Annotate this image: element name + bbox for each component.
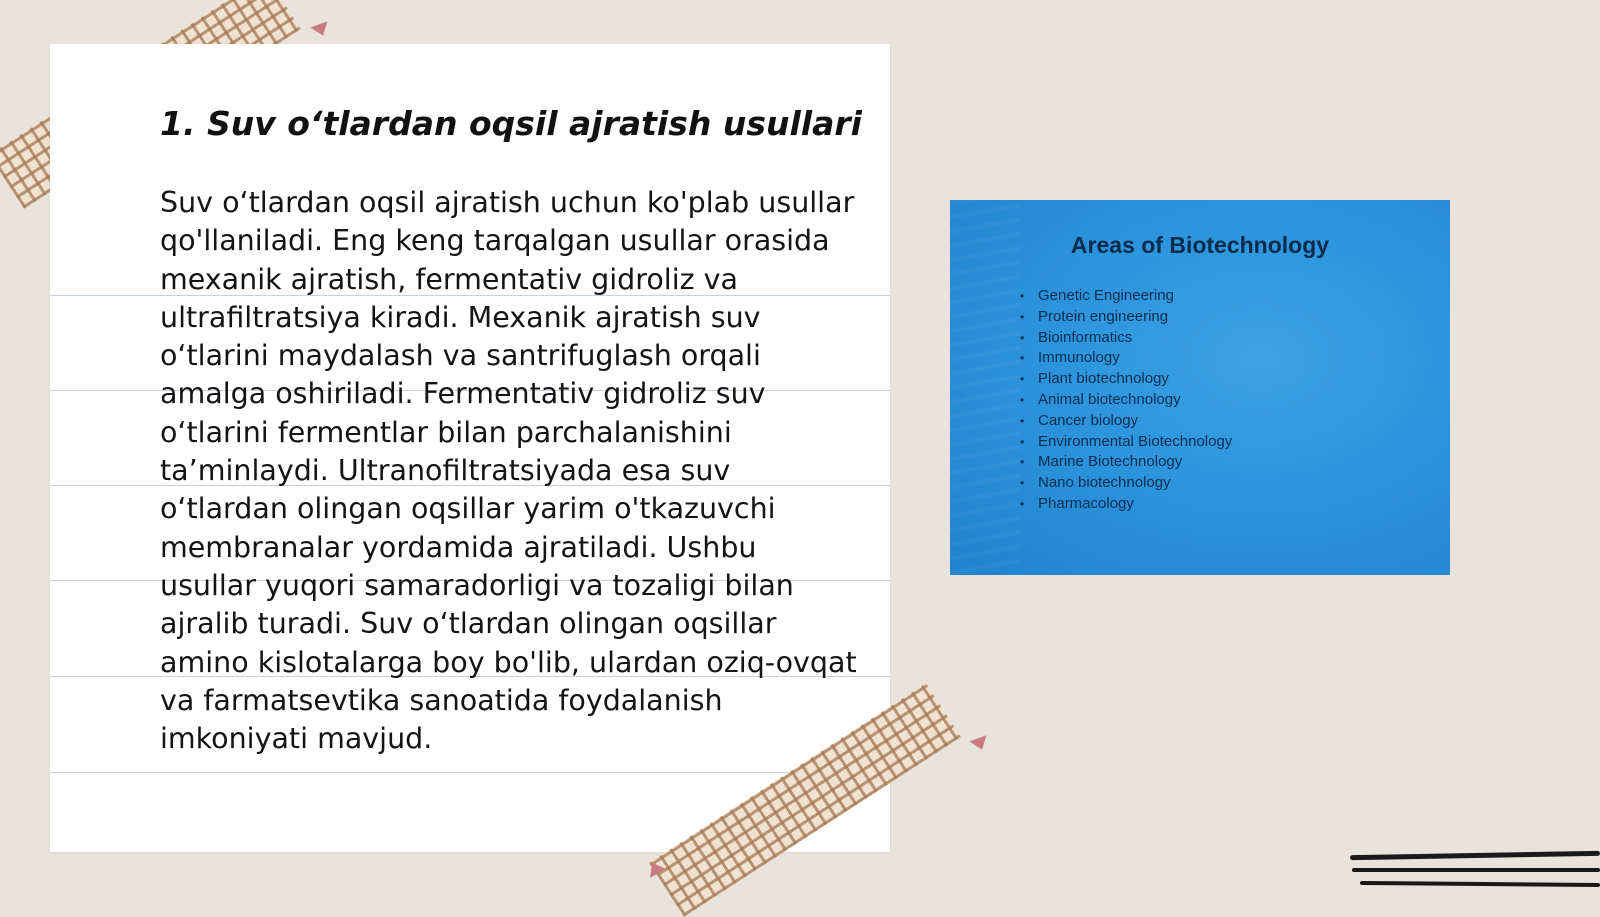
image-list <box>1038 286 1232 515</box>
image-title: Areas of Biotechnology <box>1070 232 1330 258</box>
image-list-item: • Genetic Engineering <box>1038 286 1232 307</box>
tape-pin-icon <box>310 21 331 38</box>
image-list-item: • Plant biotechnology <box>1038 369 1232 390</box>
image-list-item: • Nano biotechnology <box>1038 473 1232 494</box>
image-list-item: • Cancer biology <box>1038 411 1232 432</box>
image-list-item: • Protein engineering <box>1038 307 1232 328</box>
image-list-item: • Immunology <box>1038 348 1232 369</box>
image-list-item: • Animal biotechnology <box>1038 390 1232 411</box>
image-list-item: • Environmental Biotechnology <box>1038 432 1232 453</box>
image-list-item: • Pharmacology <box>1038 494 1232 515</box>
decorative-stroke <box>1350 851 1600 860</box>
image-list-item: • Bioinformatics <box>1038 328 1232 349</box>
lined-paper-card <box>50 44 890 852</box>
biotechnology-image <box>950 200 1450 575</box>
slide-title: 1. Suv o‘tlardan oqsil ajratish usullari <box>160 104 862 143</box>
decorative-stroke <box>1352 868 1600 872</box>
decorative-stroke <box>1360 881 1600 887</box>
tape-pin-icon <box>969 735 990 752</box>
image-list-item: • Marine Biotechnology <box>1038 452 1232 473</box>
paper-rule-line <box>50 772 890 773</box>
slide-body-text: Suv o‘tlardan oqsil ajratish uchun ko'plab usullar qo'llaniladi. Eng keng tarqalgan usullar orasida mexanik ajratish, fermentativ gidroliz va ultrafiltratsiya kiradi. Mexanik ajratish suv o‘tlarini maydalash va santrifuglash orqali amalga oshiriladi. Fermentativ gidroliz suv o‘tlarini fermentlar bilan parchalanishini ta’minlaydi. Ultranofiltratsiyada esa suv o‘tlardan olingan oqsillar yarim o'tkazuvchi membranalar yordamida ajratiladi. Ushbu usullar yuqori samaradorligi va tozaligi bilan ajralib turadi. Suv o‘tlardan olingan oqsillar amino kislotalarga boy bo'lib, ulardan oziq-ovqat va farmatsevtika sanoatida foydalanish imkoniyati mavjud. <box>160 186 857 756</box>
